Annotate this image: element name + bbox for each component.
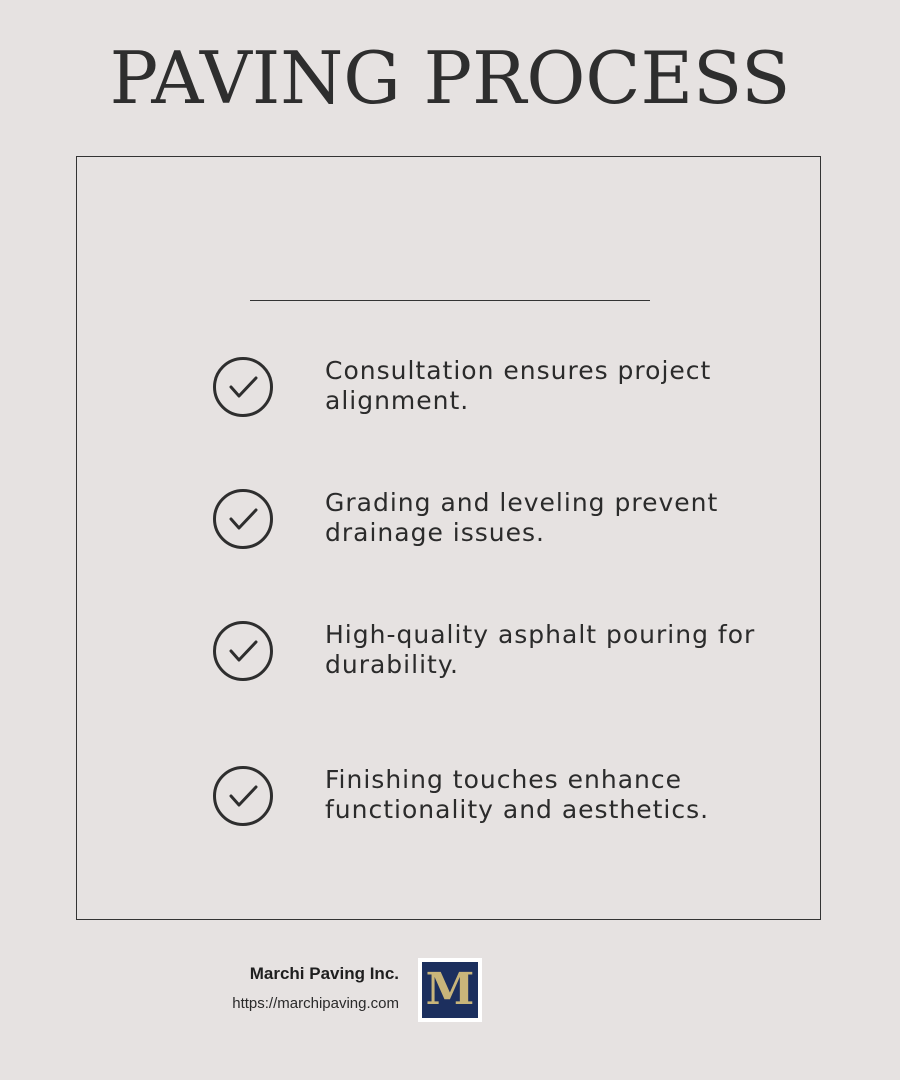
company-url-link[interactable]: https://marchipaving.com <box>232 995 399 1012</box>
step-text: Consultation ensures project alignment. <box>325 356 712 415</box>
logo-letter: M <box>425 964 475 1015</box>
check-circle-icon <box>212 765 274 827</box>
step-text: Finishing touches enhance functionality and aesthetics. <box>325 765 710 824</box>
list-item <box>212 488 772 552</box>
check-circle-icon <box>212 488 274 550</box>
list-item <box>212 765 772 829</box>
list-item <box>212 620 772 684</box>
page-title: PAVING PROCESS <box>109 36 791 120</box>
divider-line <box>250 300 650 301</box>
logo-background <box>422 962 478 1018</box>
company-name: Marchi Paving Inc. <box>249 964 399 983</box>
step-text: High-quality asphalt pouring for durability. <box>325 620 756 679</box>
company-logo <box>418 958 482 1022</box>
step-text: Grading and leveling prevent drainage issues. <box>325 488 719 547</box>
check-circle-icon <box>212 356 274 418</box>
list-item <box>212 356 772 420</box>
check-circle-icon <box>212 620 274 682</box>
